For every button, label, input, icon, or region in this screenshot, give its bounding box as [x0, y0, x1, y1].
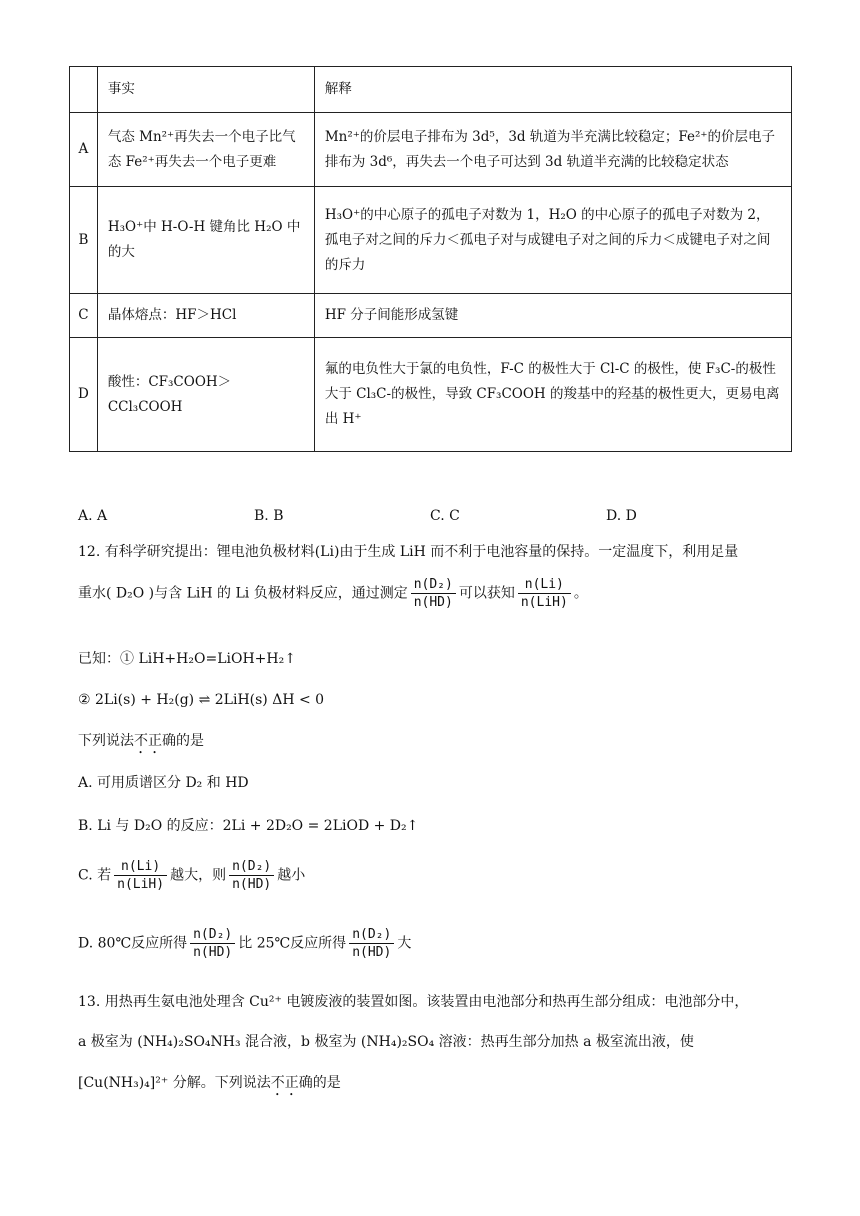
header-blank	[70, 67, 98, 113]
optc-b: 越大，则	[170, 867, 227, 884]
q11-option-a[interactable]: A. A	[78, 508, 108, 524]
frac-li-lih	[114, 858, 167, 893]
optd-b: 比 25℃反应所得	[238, 935, 347, 952]
q12-option-a[interactable]: A. 可用质谱区分 D₂ 和 HD	[78, 775, 249, 791]
q13-line2: a 极室为 (NH₄)₂SO₄NH₃ 混合液，b 极室为 (NH₄)₂SO₄ 溶液：热再生部分加热 a 极室流出液，使	[78, 1034, 694, 1050]
frac-den: n(HD)	[193, 945, 233, 960]
q12-stem2-b: 可以获知	[458, 585, 515, 602]
q12-ask-emph: 不正	[134, 733, 162, 749]
q13-line1: 13. 用热再生氨电池处理含 Cu²⁺ 电镀废液的装置如图。该装置由电池部分和热再生部分组成：电池部分中，	[78, 994, 749, 1010]
frac-den: n(LiH)	[117, 877, 165, 892]
comparison-table	[69, 66, 792, 452]
q12-stem2-a: 重水( D₂O )与含 LiH 的 Li 负极材料反应，通过测定	[78, 585, 408, 602]
q12-stem-line2	[78, 576, 588, 611]
q11-option-b[interactable]: B. B	[254, 508, 284, 524]
optd-c: 大	[397, 935, 412, 952]
frac-num: n(D₂)	[411, 576, 456, 594]
header-explain: 解释	[314, 67, 791, 113]
row-d-fact: 酸性：CF₃COOH＞CCl₃COOH	[97, 338, 314, 452]
q12-ask	[78, 730, 204, 757]
frac-d2-hd	[411, 576, 456, 611]
q12-option-b[interactable]: B. Li 与 D₂O 的反应：2Li + 2D₂O = 2LiOD + D₂↑	[78, 818, 419, 834]
row-b-fact: H₃O⁺中 H-O-H 键角比 H₂O 中的大	[97, 187, 314, 294]
row-a-label: A	[70, 113, 98, 187]
optc-a: C. 若	[78, 867, 112, 884]
frac-num: n(Li)	[518, 576, 571, 594]
row-c-label: C	[70, 294, 98, 338]
frac-d2-hd	[190, 926, 235, 961]
q13-line3-a: [Cu(NH₃)₄]²⁺ 分解。下列说法	[78, 1075, 271, 1091]
row-a-explain: Mn²⁺的价层电子排布为 3d⁵，3d 轨道为半充满比较稳定；Fe²⁺的价层电子排布为 3d⁶，再失去一个电子可达到 3d 轨道半充满的比较稳定状态	[314, 113, 791, 187]
frac-li-lih	[518, 576, 571, 611]
row-d-explain: 氟的电负性大于氯的电负性，F-C 的极性大于 Cl-C 的极性，使 F₃C-的极性大于 Cl₃C-的极性，导致 CF₃COOH 的羧基中的羟基的极性更大，更易电离出 H⁺	[314, 338, 791, 452]
frac-d2-hd	[349, 926, 394, 961]
frac-num: n(D₂)	[229, 858, 274, 876]
frac-num: n(D₂)	[349, 926, 394, 944]
frac-den: n(HD)	[232, 877, 272, 892]
optc-c: 越小	[277, 867, 306, 884]
row-c-explain: HF 分子间能形成氢键	[314, 294, 791, 338]
row-c-fact: 晶体熔点：HF＞HCl	[97, 294, 314, 338]
row-b-label: B	[70, 187, 98, 294]
frac-num: n(D₂)	[190, 926, 235, 944]
q13-line3-b: 确的是	[298, 1075, 341, 1091]
q12-stem-line1: 12. 有科学研究提出：锂电池负极材料(Li)由于生成 LiH 而不利于电池容量的保持。一定温度下，利用足量	[78, 544, 739, 560]
q12-ask-pre: 下列说法	[78, 733, 134, 749]
row-d-label: D	[70, 338, 98, 452]
q12-ask-post: 确的是	[162, 733, 204, 749]
row-b-explain: H₃O⁺的中心原子的孤电子对数为 1，H₂O 的中心原子的孤电子对数为 2，孤电子对之间的斥力＜孤电子对与成键电子对之间的斥力＜成键电子对之间的斥力	[314, 187, 791, 294]
q13-emph: 不正	[270, 1075, 299, 1091]
frac-den: n(HD)	[413, 595, 453, 610]
frac-d2-hd	[229, 858, 274, 893]
frac-num: n(Li)	[114, 858, 167, 876]
q12-known-1: 已知：① LiH+H₂O=LiOH+H₂↑	[78, 651, 296, 667]
q12-stem2-c: 。	[573, 585, 588, 602]
q12-option-d[interactable]	[78, 926, 411, 961]
frac-den: n(LiH)	[520, 595, 568, 610]
q12-known-2: ② 2Li(s) + H₂(g) ⇌ 2LiH(s) ΔH < 0	[78, 692, 325, 708]
q11-option-d[interactable]: D. D	[606, 508, 637, 524]
q12-option-c[interactable]	[78, 858, 305, 893]
optd-a: D. 80℃反应所得	[78, 935, 188, 952]
q11-option-c[interactable]: C. C	[430, 508, 460, 524]
q13-line3	[78, 1072, 341, 1099]
row-a-fact: 气态 Mn²⁺再失去一个电子比气态 Fe²⁺再失去一个电子更难	[97, 113, 314, 187]
frac-den: n(HD)	[352, 945, 392, 960]
header-fact: 事实	[97, 67, 314, 113]
